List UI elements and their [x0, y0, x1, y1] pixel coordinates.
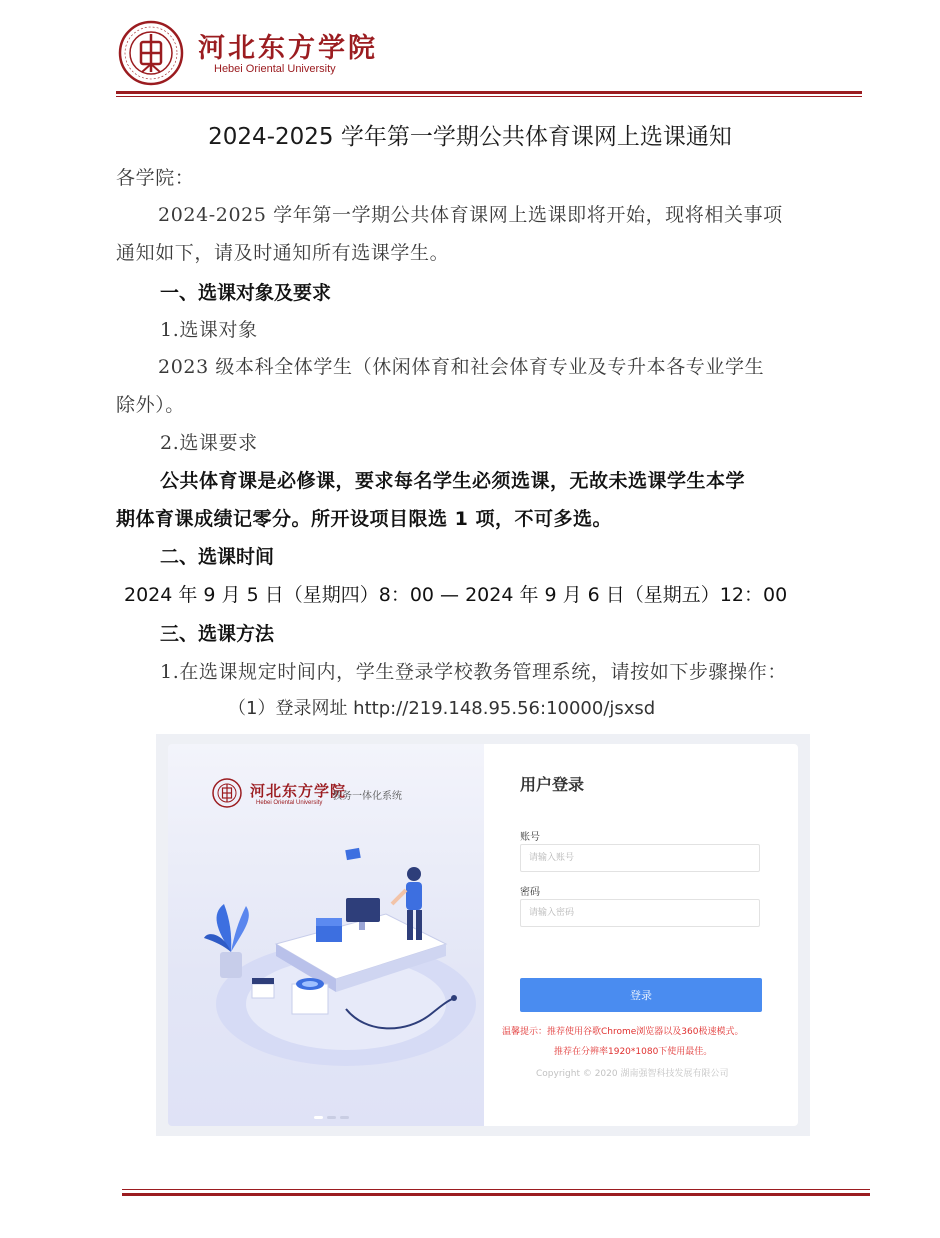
system-name: 教务一体化系统 [332, 791, 402, 802]
workspace-illustration [196, 834, 484, 1074]
password-label: 密码 [520, 887, 540, 898]
header-divider [116, 91, 862, 94]
carousel-dot[interactable] [340, 1116, 349, 1119]
selection-time-range: 2024 年 9 月 5 日（星期四）8：00 — 2024 年 9 月 6 日（星期五）12：00 [124, 584, 788, 606]
login-form-panel [484, 744, 798, 1126]
item-heading-requirement: 2.选课要求 [160, 432, 258, 454]
notice-title: 2024-2025 学年第一学期公共体育课网上选课通知 [208, 124, 732, 150]
intro-line-2: 通知如下，请及时通知所有选课学生。 [116, 242, 450, 264]
mini-seal-logo [212, 778, 242, 808]
university-name-cn: 河北东方学院 [198, 33, 378, 64]
browser-tip: 温馨提示：推荐使用谷歌Chrome浏览器以及360极速模式。 [502, 1027, 744, 1037]
section-heading-1: 一、选课对象及要求 [160, 282, 332, 304]
carousel-indicator [314, 1104, 353, 1123]
intro-line-1: 2024-2025 学年第一学期公共体育课网上选课即将开始，现将相关事项 [158, 204, 783, 226]
target-line-2: 除外）。 [116, 394, 185, 416]
login-title: 用户登录 [520, 775, 585, 794]
section-heading-2: 二、选课时间 [160, 546, 275, 568]
account-label: 账号 [520, 832, 540, 843]
method-line: 1.在选课规定时间内，学生登录学校教务管理系统，请按如下步骤操作： [160, 661, 787, 683]
login-page-screenshot [156, 734, 810, 1136]
footer-divider [122, 1193, 870, 1196]
footer-divider-thin [122, 1189, 870, 1190]
login-illustration-panel [168, 744, 484, 1126]
header-divider-thin [116, 96, 862, 97]
copyright-text: Copyright © 2020 湖南强智科技发展有限公司 [536, 1069, 729, 1079]
requirement-line-1: 公共体育课是必修课，要求每名学生必须选课，无故未选课学生本学 [160, 470, 746, 492]
carousel-dot-active[interactable] [314, 1116, 323, 1119]
greeting: 各学院： [116, 167, 195, 189]
login-url-step: （1）登录网址 http://219.148.95.56:10000/jsxsd [228, 698, 656, 719]
item-heading-target: 1.选课对象 [160, 319, 258, 341]
university-name-en: Hebei Oriental University [214, 63, 336, 75]
login-button[interactable]: 登录 [520, 978, 762, 1012]
resolution-tip: 推荐在分辨率1920*1080下使用最佳。 [554, 1047, 713, 1057]
requirement-line-2: 期体育课成绩记零分。所开设项目限选 1 项，不可多选。 [116, 508, 612, 530]
mini-logo-cn: 河北东方学院 [250, 782, 347, 800]
university-seal-logo [118, 20, 184, 86]
account-input[interactable] [520, 844, 760, 872]
target-line-1: 2023 级本科全体学生（休闲体育和社会体育专业及专升本各专业学生 [158, 356, 765, 378]
carousel-dot[interactable] [327, 1116, 336, 1119]
password-input[interactable] [520, 899, 760, 927]
mini-logo-en: Hebei Oriental University [256, 800, 323, 806]
section-heading-3: 三、选课方法 [160, 623, 275, 645]
